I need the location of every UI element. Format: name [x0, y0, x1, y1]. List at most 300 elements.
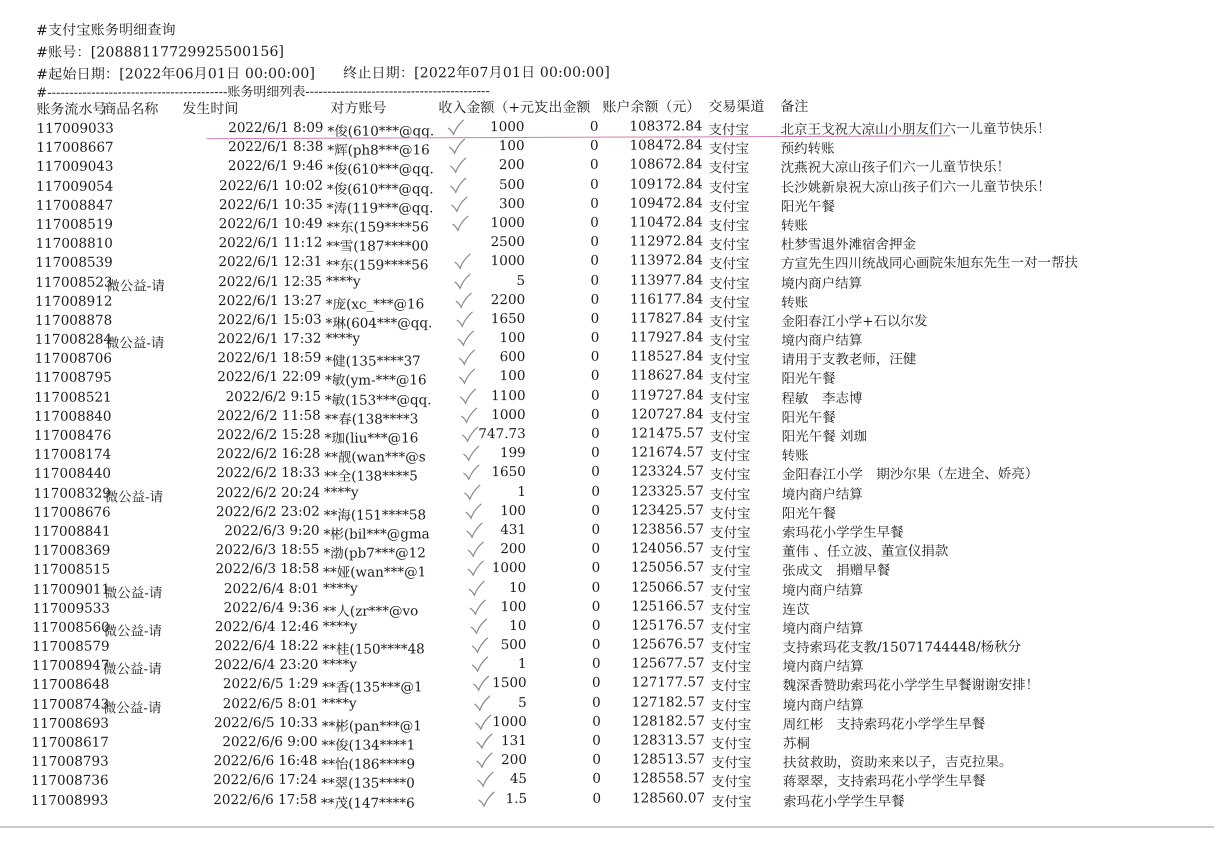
- cell-counterparty: *彬(bil***@gma: [323, 526, 430, 543]
- cell-expense: 0: [590, 329, 600, 346]
- cell-counterparty: **雪(187****00: [326, 238, 429, 255]
- cell-expense: 0: [590, 387, 600, 404]
- cell-time: 2022/6/4 23:20: [214, 657, 319, 674]
- cell-note: 长沙姚新泉祝大凉山孩子们六一儿童节快乐！: [780, 178, 1051, 196]
- cell-channel: 支付宝: [710, 525, 751, 542]
- cell-time: 2022/6/1 15:03: [217, 311, 322, 329]
- cell-balance: 108372.84: [629, 118, 703, 135]
- table-row: [3, 787, 1217, 811]
- cell-time: 2022/6/2 11:58: [216, 407, 321, 424]
- cell-channel: 支付宝: [710, 601, 751, 618]
- cell-counterparty: *庞(xc_***@16: [325, 296, 425, 313]
- cell-note: 连苡: [782, 601, 810, 618]
- cell-expense: 0: [592, 694, 601, 711]
- cell-expense: 0: [590, 176, 599, 193]
- cell-expense: 0: [592, 732, 601, 749]
- cell-expense: 0: [590, 233, 599, 250]
- cell-time: 2022/6/1 18:59: [217, 350, 322, 367]
- cell-product-name: 微公益-请: [103, 661, 162, 678]
- checkmark-icon: [447, 138, 465, 154]
- cell-time: 2022/6/1 8:09: [228, 119, 324, 137]
- cell-note: 苏桐: [782, 735, 810, 752]
- cell-serial-number: 117008676: [33, 504, 111, 521]
- cell-balance: 109472.84: [629, 195, 703, 212]
- cell-counterparty: **海(151****58: [323, 507, 427, 524]
- cell-time: 2022/6/1 11:12: [218, 234, 323, 252]
- cell-income: 199: [499, 445, 526, 462]
- cell-balance: 128182.57: [631, 713, 705, 730]
- cell-income: 1650: [490, 310, 526, 327]
- cell-expense: 0: [590, 272, 600, 289]
- cell-income: 500: [500, 637, 527, 654]
- cell-income: 1100: [491, 387, 526, 404]
- cell-balance: 109172.84: [629, 175, 703, 193]
- col-header-balance: 账户余额（元）: [602, 99, 701, 116]
- cell-balance: 121475.57: [630, 425, 704, 442]
- cell-time: 2022/6/2 20:24: [216, 484, 321, 501]
- cell-income: 200: [500, 541, 527, 558]
- cell-expense: 0: [590, 195, 599, 212]
- cell-serial-number: 117008693: [31, 715, 110, 732]
- cell-expense: 0: [591, 579, 601, 596]
- cell-channel: 支付宝: [708, 198, 750, 216]
- cell-balance: 123324.57: [630, 463, 704, 480]
- cell-note: 北京王戈祝大凉山小朋友们六一儿童节快乐！: [780, 120, 1051, 139]
- cell-counterparty: *珈(liu***@16: [324, 430, 419, 447]
- cell-note: 扶贫救助，资助来来以子，吉克拉果。: [782, 754, 1013, 772]
- cell-note: 阳光午餐: [781, 409, 836, 426]
- col-header-channel: 交易渠道: [708, 99, 765, 116]
- cell-note: 境内商户结算: [782, 620, 864, 637]
- cell-note: 张成文 捐赠早餐: [782, 562, 891, 580]
- cell-serial-number: 117008476: [33, 427, 112, 444]
- cell-income: 500: [498, 176, 525, 193]
- start-date: #起始日期：[2022年06月01日 00:00:00]: [36, 65, 316, 83]
- cell-counterparty: **春(138****3: [324, 411, 419, 428]
- cell-serial-number: 117008523: [35, 274, 113, 291]
- cell-balance: 119727.84: [630, 386, 704, 404]
- cell-channel: 支付宝: [709, 505, 751, 523]
- cell-income: 100: [500, 502, 526, 519]
- cell-expense: 0: [590, 310, 600, 327]
- cell-serial-number: 117009043: [36, 158, 114, 176]
- cell-balance: 121674.57: [630, 444, 704, 461]
- account-number: #账号：[20888117729925500156]: [36, 43, 285, 61]
- cell-counterparty: **靓(wan***@s: [324, 449, 426, 466]
- cell-balance: 125166.57: [631, 597, 705, 615]
- cell-balance: 108472.84: [629, 137, 703, 154]
- cell-income: 5: [518, 694, 527, 711]
- cell-channel: 支付宝: [710, 716, 752, 734]
- cell-counterparty: **香(135***@1: [322, 679, 423, 697]
- cell-expense: 0: [591, 617, 601, 634]
- cell-income: 1000: [491, 560, 527, 577]
- cell-time: 2022/6/2 23:02: [215, 503, 320, 520]
- cell-expense: 0: [589, 137, 599, 154]
- cell-time: 2022/6/6 16:48: [213, 752, 318, 770]
- cell-expense: 0: [591, 560, 601, 577]
- cell-note: 索玛花小学学生早餐: [782, 524, 904, 541]
- cell-balance: 128513.57: [631, 751, 705, 768]
- cell-expense: 0: [592, 713, 601, 730]
- cell-channel: 支付宝: [708, 122, 750, 139]
- cell-channel: 支付宝: [709, 448, 751, 465]
- cell-note: 蒋翠翠，支持索玛花小学学生早餐: [782, 773, 986, 791]
- cell-serial-number: 117008329: [33, 485, 111, 502]
- cell-expense: 0: [590, 368, 600, 385]
- cell-note: 境内商户结算: [782, 697, 864, 714]
- cell-counterparty: **娅(wan***@1: [323, 564, 427, 582]
- cell-channel: 支付宝: [711, 793, 752, 810]
- cell-counterparty: **全(138****5: [324, 468, 418, 486]
- cell-note: 阳光午餐: [781, 371, 836, 388]
- cell-time: 2022/6/1 13:27: [217, 292, 322, 309]
- cell-note: 预约转账: [780, 140, 835, 158]
- cell-serial-number: 117008521: [34, 389, 112, 406]
- cell-counterparty: **彬(pan***@1: [321, 718, 422, 735]
- cell-income: 1.5: [505, 790, 528, 807]
- cell-counterparty: **翠(135****0: [321, 775, 415, 793]
- cell-balance: 118627.84: [630, 367, 704, 385]
- cell-time: 2022/6/3 18:55: [215, 541, 320, 559]
- col-header-note: 备注: [780, 98, 809, 116]
- cell-income: 1650: [491, 464, 526, 481]
- cell-channel: 支付宝: [709, 352, 750, 369]
- page-bottom-rule: [0, 826, 1214, 828]
- cell-income: 300: [498, 195, 525, 212]
- cell-income: 5: [516, 272, 526, 289]
- cell-expense: 0: [591, 483, 600, 500]
- cell-note: 魏深香赞助索玛花小学学生早餐谢谢安排！: [782, 677, 1040, 695]
- cell-note: 索玛花小学学生早餐: [783, 793, 905, 810]
- cell-time: 2022/6/5 10:33: [213, 714, 318, 731]
- cell-balance: 125176.57: [631, 617, 705, 634]
- cell-balance: 123856.57: [630, 521, 705, 538]
- cell-product-name: 微公益-请: [106, 277, 165, 295]
- cell-income: 131: [501, 732, 527, 750]
- cell-expense: 0: [591, 540, 601, 557]
- cell-channel: 支付宝: [710, 774, 752, 791]
- cell-note: 境内商户结算: [782, 658, 864, 676]
- col-header-id: 账务流水号: [36, 101, 107, 118]
- cell-income: 1500: [492, 675, 527, 692]
- cell-serial-number: 117008284: [34, 331, 113, 348]
- cell-income: 1000: [491, 406, 526, 423]
- cell-balance: 118527.84: [630, 348, 704, 365]
- cell-note: 请用于支教老师，汪健: [781, 351, 917, 369]
- cell-product-name: 微公益-请: [104, 488, 164, 506]
- cell-expense: 0: [592, 675, 601, 692]
- cell-balance: 117827.84: [630, 310, 704, 327]
- cell-counterparty: **桂(150****48: [322, 641, 425, 658]
- cell-balance: 128560.07: [632, 789, 706, 807]
- col-header-name: 商品名称: [102, 101, 159, 118]
- cell-channel: 支付宝: [710, 640, 752, 657]
- cell-serial-number: 117008878: [34, 312, 113, 329]
- cell-time: 2022/6/4 8:01: [223, 580, 320, 597]
- cell-expense: 0: [592, 751, 601, 768]
- cell-serial-number: 117009011: [32, 581, 111, 598]
- cell-expense: 0: [589, 118, 599, 135]
- cell-channel: 支付宝: [710, 736, 752, 753]
- cell-income: 600: [499, 349, 526, 366]
- cell-counterparty: *渤(pb7***@12: [323, 545, 426, 562]
- cell-counterparty: ****y: [323, 580, 358, 597]
- cell-channel: 支付宝: [710, 544, 751, 561]
- cell-channel: 支付宝: [709, 294, 750, 311]
- cell-income: 1000: [490, 118, 525, 136]
- cell-income: 747.73: [478, 425, 526, 443]
- cell-channel: 支付宝: [709, 429, 751, 446]
- cell-time: 2022/6/6 17:58: [213, 791, 318, 808]
- cell-time: 2022/6/3 9:20: [224, 522, 320, 540]
- cell-balance: 110472.84: [629, 214, 703, 231]
- cell-time: 2022/6/1 12:31: [218, 254, 323, 271]
- cell-channel: 支付宝: [710, 755, 752, 772]
- cell-serial-number: 117008579: [32, 638, 110, 655]
- cell-serial-number: 117008174: [33, 446, 112, 464]
- cell-serial-number: 117008560: [32, 619, 110, 636]
- cell-expense: 0: [590, 157, 599, 174]
- cell-channel: 支付宝: [710, 697, 752, 714]
- cell-balance: 120727.84: [630, 406, 704, 423]
- cell-serial-number: 117008617: [31, 734, 109, 751]
- cell-time: 2022/6/5 8:01: [222, 695, 319, 712]
- cell-expense: 0: [591, 425, 600, 442]
- cell-time: 2022/6/2 15:28: [216, 426, 321, 444]
- cell-counterparty: *俊(610***@qq.: [327, 161, 434, 179]
- cell-income: 1: [517, 483, 526, 500]
- cell-expense: 0: [591, 464, 600, 481]
- cell-counterparty: **东(159****56: [326, 257, 429, 275]
- cell-channel: 支付宝: [708, 256, 750, 273]
- cell-time: 2022/6/1 8:38: [228, 138, 324, 156]
- cell-serial-number: 117008993: [31, 792, 109, 809]
- cell-income: 10: [509, 579, 527, 596]
- cell-note: 阳光午餐: [780, 198, 835, 215]
- cell-note: 阳光午餐 刘珈: [781, 428, 868, 446]
- cell-income: 1000: [492, 713, 527, 730]
- statement-title: #支付宝账务明细查询: [36, 22, 176, 39]
- cell-income: 100: [500, 598, 527, 615]
- cell-balance: 127177.57: [631, 674, 705, 692]
- cell-serial-number: 117008515: [32, 561, 111, 579]
- cell-serial-number: 117008440: [33, 465, 112, 483]
- cell-time: 2022/6/2 9:15: [225, 388, 321, 405]
- cell-time: 2022/6/6 17:24: [213, 772, 318, 789]
- cell-note: 转账: [781, 294, 809, 311]
- list-separator: #-----------------------------------------账务明细列表------------------------------------------: [36, 84, 490, 101]
- cell-channel: 支付宝: [710, 678, 752, 695]
- cell-expense: 0: [590, 348, 600, 365]
- cell-time: 2022/6/1 12:35: [218, 273, 323, 290]
- cell-channel: 支付宝: [710, 620, 751, 638]
- cell-time: 2022/6/1 10:49: [218, 215, 323, 233]
- cell-channel: 支付宝: [709, 371, 750, 388]
- cell-channel: 支付宝: [708, 179, 750, 196]
- cell-channel: 支付宝: [709, 409, 751, 427]
- cell-serial-number: 117008793: [31, 753, 109, 771]
- cell-income: 200: [498, 157, 525, 174]
- cell-channel: 支付宝: [710, 659, 752, 676]
- cell-expense: 0: [591, 521, 601, 538]
- cell-counterparty: ****y: [322, 656, 358, 674]
- cell-time: 2022/6/4 9:36: [223, 599, 319, 616]
- cell-counterparty: **怡(186****9: [321, 756, 416, 773]
- cell-income: 100: [499, 330, 526, 347]
- cell-balance: 128313.57: [631, 732, 705, 749]
- cell-balance: 125677.57: [631, 655, 705, 672]
- cell-income: 1000: [490, 214, 525, 232]
- cell-balance: 125676.57: [631, 636, 705, 653]
- cell-expense: 0: [592, 790, 602, 807]
- cell-counterparty: **俊(134****1: [321, 737, 416, 754]
- cell-balance: 125066.57: [631, 578, 705, 596]
- cell-balance: 113977.84: [630, 271, 704, 289]
- cell-time: 2022/6/1 10:35: [218, 196, 323, 213]
- cell-time: 2022/6/1 17:32: [217, 330, 322, 348]
- cell-note: 杜梦雪退外滩宿舍押金: [780, 236, 916, 254]
- cell-counterparty: *敏(ym-***@16: [325, 372, 427, 390]
- cell-time: 2022/6/2 16:28: [216, 445, 321, 463]
- cell-counterparty: *涛(119***@qq.: [326, 200, 434, 217]
- cell-income: 1000: [490, 253, 526, 270]
- cell-counterparty: ****y: [322, 618, 358, 635]
- cell-note: 境内商户结算: [781, 275, 863, 292]
- cell-channel: 支付宝: [708, 218, 750, 235]
- cell-note: 金阳春江小学+石以尔发: [781, 313, 928, 330]
- cell-time: 2022/6/4 12:46: [214, 618, 319, 636]
- end-date: 终止日期：[2022年07月01日 00:00:00]: [343, 64, 611, 82]
- cell-balance: 123325.57: [630, 482, 704, 500]
- cell-counterparty: ****y: [325, 330, 361, 347]
- col-header-income: 收入金额（+元）: [438, 99, 549, 117]
- cell-expense: 0: [590, 214, 599, 231]
- cell-expense: 0: [591, 598, 601, 615]
- cell-expense: 0: [591, 636, 601, 653]
- cell-note: 境内商户结算: [781, 486, 863, 503]
- cell-note: 沈燕祝大凉山孩子们六一儿童节快乐！: [780, 159, 1011, 177]
- cell-note: 支持索玛花支教/15071744448/杨秋分: [782, 639, 1022, 657]
- cell-serial-number: 117008912: [35, 293, 113, 310]
- cell-expense: 0: [591, 444, 600, 461]
- cell-note: 境内商户结算: [781, 332, 863, 350]
- cell-balance: 113972.84: [629, 252, 704, 269]
- cell-expense: 0: [590, 406, 600, 423]
- cell-product-name: 微公益-请: [102, 700, 162, 717]
- cell-note: 阳光午餐: [781, 505, 837, 522]
- cell-time: 2022/6/5 1:29: [222, 676, 319, 693]
- cell-serial-number: 117008519: [35, 216, 114, 233]
- cell-time: 2022/6/1 9:46: [227, 158, 324, 175]
- cell-expense: 0: [591, 655, 601, 672]
- col-header-counterparty: 对方账号: [330, 100, 387, 117]
- cell-serial-number: 117008667: [36, 139, 114, 157]
- cell-note: 转账: [781, 448, 809, 465]
- cell-income: 2200: [490, 291, 526, 308]
- cell-channel: 支付宝: [709, 390, 751, 407]
- cell-serial-number: 117008648: [31, 677, 110, 694]
- cell-balance: 128558.57: [631, 770, 706, 787]
- cell-counterparty: ****y: [321, 695, 357, 712]
- cell-product-name: 微公益-请: [105, 335, 165, 352]
- cell-time: 2022/6/6 9:00: [222, 733, 318, 751]
- cell-counterparty: **茂(147****6: [321, 794, 415, 812]
- transaction-table: [0, 115, 1217, 810]
- cell-note: 方宣先生四川统战同心画院朱旭东先生一对一帮扶: [780, 255, 1079, 273]
- col-header-time: 发生时间: [182, 101, 239, 118]
- cell-balance: 108672.84: [629, 156, 703, 173]
- cell-channel: 支付宝: [709, 275, 750, 292]
- cell-serial-number: 117008743: [31, 696, 110, 713]
- cell-note: 转账: [780, 217, 808, 234]
- cell-counterparty: *琳(604***@qq.: [325, 315, 433, 332]
- cell-counterparty: **人(zr***@vo: [322, 603, 419, 620]
- cell-serial-number: 117009033: [36, 120, 114, 137]
- col-header-expense: 支出金额: [534, 99, 591, 116]
- cell-counterparty: *俊(610***@qq.: [326, 180, 434, 198]
- cell-expense: 0: [590, 291, 600, 308]
- cell-channel: 支付宝: [709, 333, 750, 350]
- cell-income: 100: [499, 368, 526, 385]
- cell-note: 境内商户结算: [782, 582, 864, 599]
- cell-balance: 127182.57: [631, 693, 705, 711]
- cell-counterparty: ****y: [323, 484, 359, 501]
- cell-channel: 支付宝: [710, 563, 751, 580]
- cell-expense: 0: [592, 771, 602, 788]
- cell-serial-number: 117008736: [31, 772, 109, 790]
- cell-channel: 支付宝: [708, 141, 750, 158]
- cell-note: 程敏 李志博: [781, 390, 863, 407]
- cell-time: 2022/6/2 18:33: [216, 465, 321, 482]
- cell-income: 431: [500, 521, 527, 539]
- cell-time: 2022/6/4 18:22: [214, 637, 319, 655]
- cell-serial-number: 117008795: [34, 370, 112, 387]
- cell-serial-number: 117008369: [33, 542, 111, 560]
- cell-balance: 116177.84: [630, 290, 704, 308]
- cell-balance: 123425.57: [630, 502, 704, 519]
- cell-balance: 124056.57: [631, 540, 705, 557]
- cell-income: 10: [509, 617, 527, 634]
- checkmark-icon: [448, 158, 466, 174]
- cell-note: 金阳春江小学 期沙尔果（左进全、娇亮）: [781, 466, 1039, 484]
- cell-serial-number: 117009533: [32, 600, 110, 617]
- cell-channel: 支付宝: [709, 467, 751, 484]
- cell-channel: 支付宝: [708, 160, 750, 177]
- cell-income: 100: [498, 138, 525, 155]
- cell-time: 2022/6/1 10:02: [219, 177, 323, 194]
- cell-product-name: 微公益-请: [103, 623, 163, 640]
- cell-serial-number: 117008947: [32, 657, 110, 675]
- cell-serial-number: 117008840: [34, 408, 112, 425]
- cell-serial-number: 117008539: [35, 254, 113, 272]
- cell-time: 2022/6/1 22:09: [217, 369, 322, 386]
- cell-counterparty: *健(135****37: [325, 353, 421, 371]
- cell-counterparty: *敏(153***@qq.: [324, 391, 432, 409]
- cell-expense: 0: [590, 253, 600, 270]
- cell-counterparty: *辉(ph8***@16: [327, 142, 430, 159]
- cell-serial-number: 117008841: [33, 523, 111, 540]
- cell-balance: 125056.57: [631, 559, 705, 576]
- cell-serial-number: 117008706: [34, 350, 112, 368]
- cell-serial-number: 117008810: [35, 235, 113, 252]
- cell-balance: 112972.84: [629, 233, 703, 250]
- cell-channel: 支付宝: [709, 486, 751, 503]
- cell-serial-number: 117008847: [35, 197, 114, 214]
- cell-income: 45: [509, 771, 528, 788]
- cell-counterparty: ****y: [325, 273, 361, 290]
- cell-serial-number: 117009054: [35, 178, 114, 195]
